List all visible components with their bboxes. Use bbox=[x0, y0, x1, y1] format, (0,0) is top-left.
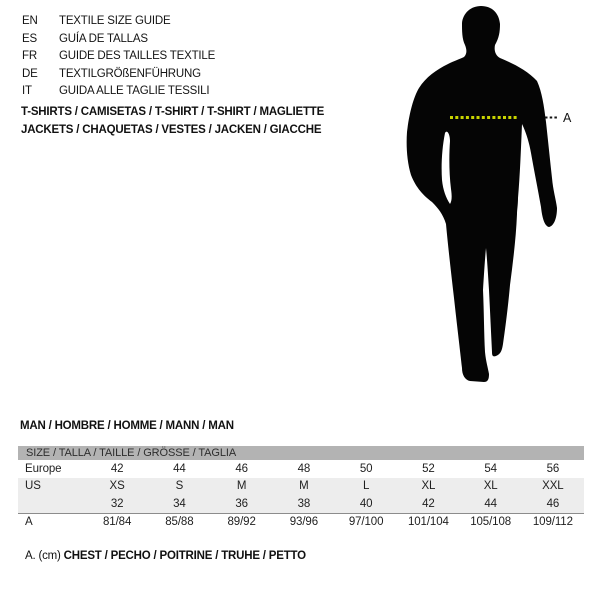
table-cell: 54 bbox=[484, 462, 497, 475]
category-lines bbox=[21, 104, 324, 139]
language-guide-list bbox=[22, 13, 215, 101]
language-label: TEXTILGRÖßENFÜHRUNG bbox=[59, 67, 201, 80]
table-cell: 50 bbox=[359, 462, 373, 475]
man-silhouette-svg bbox=[400, 0, 600, 400]
table-cell: 101/104 bbox=[407, 515, 449, 528]
table-cell: 34 bbox=[173, 497, 186, 510]
table-cell: XS bbox=[109, 480, 125, 493]
row-label: US bbox=[25, 480, 41, 493]
table-cell: 56 bbox=[546, 462, 560, 475]
language-label: GUIDE DES TAILLES TEXTILE bbox=[59, 50, 216, 63]
table-cell: 46 bbox=[546, 497, 560, 510]
footnote-label: CHEST / PECHO / POITRINE / TRUHE / PETTO bbox=[63, 550, 306, 562]
language-row bbox=[22, 48, 215, 66]
table-cell: 89/92 bbox=[227, 515, 256, 528]
table-cell: XXL bbox=[542, 480, 564, 493]
table-cell: 93/96 bbox=[289, 515, 319, 528]
row-label: A bbox=[25, 515, 33, 528]
table-cell: 44 bbox=[173, 462, 186, 475]
language-row bbox=[22, 31, 215, 49]
table-cell: 105/108 bbox=[470, 515, 512, 528]
table-cell: 52 bbox=[422, 462, 435, 475]
language-code: EN bbox=[22, 15, 38, 27]
language-row bbox=[22, 13, 215, 31]
table-row-us bbox=[18, 478, 584, 496]
table-cell: 32 bbox=[110, 497, 124, 510]
measure-label-a: A bbox=[563, 111, 572, 125]
table-cell: XL bbox=[483, 480, 498, 493]
language-label: GUIDA ALLE TAGLIE TESSILI bbox=[59, 85, 210, 98]
table-cell: 85/88 bbox=[165, 515, 194, 528]
language-code: ES bbox=[22, 32, 37, 45]
table-cell: 81/84 bbox=[102, 515, 132, 528]
table-cell: 97/100 bbox=[348, 515, 384, 528]
table-cell: 46 bbox=[235, 462, 248, 475]
table-row-chest-cm bbox=[18, 513, 584, 531]
table-cell: XL bbox=[421, 480, 436, 493]
language-label: TEXTILE SIZE GUIDE bbox=[59, 15, 171, 27]
man-figure bbox=[400, 0, 600, 400]
size-table bbox=[18, 446, 584, 530]
table-cell: 44 bbox=[484, 497, 497, 510]
language-label: GUÍA DE TALLAS bbox=[59, 32, 148, 45]
table-cell: M bbox=[236, 480, 247, 493]
footnote-chest bbox=[25, 549, 306, 563]
table-cell: 38 bbox=[297, 497, 311, 510]
language-code: DE bbox=[22, 67, 38, 80]
table-cell: S bbox=[175, 480, 184, 493]
row-label: Europe bbox=[25, 462, 62, 475]
table-cell: 109/112 bbox=[532, 515, 573, 528]
table-cell: 42 bbox=[110, 462, 124, 475]
section-title-man: MAN / HOMBRE / HOMME / MANN / MAN bbox=[20, 420, 234, 432]
man-silhouette bbox=[407, 6, 557, 382]
table-cell: 42 bbox=[422, 497, 435, 510]
table-cell: M bbox=[299, 480, 309, 493]
language-code: FR bbox=[22, 50, 37, 63]
table-cell: 40 bbox=[359, 497, 373, 510]
size-table-header: SIZE / TALLA / TAILLE / GRÖSSE / TAGLIA bbox=[18, 446, 584, 460]
category-line-tshirts: T-SHIRTS / CAMISETAS / T-SHIRT / T-SHIRT / MAGLIETTE bbox=[21, 106, 325, 118]
table-cell: L bbox=[362, 480, 370, 493]
table-row-numeric bbox=[18, 495, 584, 513]
footnote-prefix: A. (cm) bbox=[25, 550, 61, 562]
table-cell: 48 bbox=[297, 462, 311, 475]
table-cell: 36 bbox=[235, 497, 248, 510]
table-row-europe bbox=[18, 460, 584, 478]
language-row bbox=[22, 66, 215, 84]
language-code: IT bbox=[22, 85, 32, 98]
language-row bbox=[22, 83, 215, 101]
category-line-jackets: JACKETS / CHAQUETAS / VESTES / JACKEN / GIACCHE bbox=[21, 123, 322, 136]
